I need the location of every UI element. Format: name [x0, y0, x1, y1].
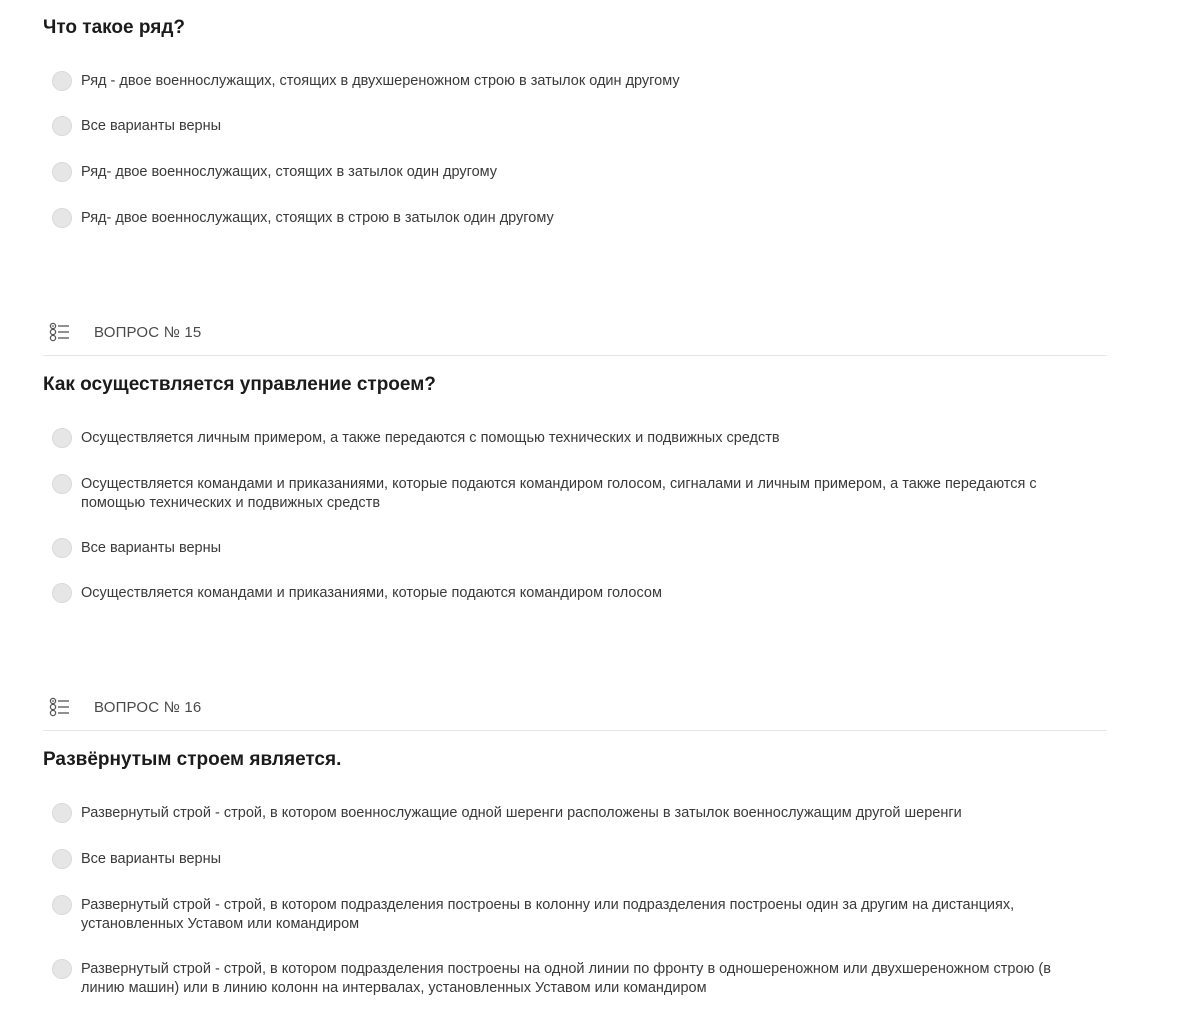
answer-option-label: Ряд - двое военнослужащих, стоящих в двухшереножном строю в затылок один другому	[81, 73, 680, 89]
radio-button[interactable]	[52, 428, 72, 448]
question-title: Как осуществляется управление строем?	[43, 374, 436, 395]
question-title: Что такое ряд?	[43, 17, 185, 38]
answer-option-label: Осуществляется личным примером, а также передаются с помощью технических и подвижных средств	[81, 430, 780, 446]
radio-button[interactable]	[52, 162, 72, 182]
radio-list-icon	[49, 322, 71, 342]
answer-option-label: Развернутый строй - строй, в котором военнослужащие одной шеренги расположены в затылок военнослужащим другой шеренги	[81, 805, 962, 821]
radio-button[interactable]	[52, 71, 72, 91]
radio-button[interactable]	[52, 803, 72, 823]
radio-button[interactable]	[52, 538, 72, 558]
question-header	[43, 312, 1107, 356]
radio-button[interactable]	[52, 849, 72, 869]
answer-option-label: Развернутый строй - строй, в котором подразделения построены на одной линии по фронту в одношереножном или двухшереножном строю (в линию машин) или в линию колонн на интервалах, установленных Уставом или командиром	[81, 961, 1051, 996]
answer-option-label: Осуществляется командами и приказаниями, которые подаются командиром голосом	[81, 585, 662, 601]
radio-button[interactable]	[52, 116, 72, 136]
question-number: ВОПРОС № 15	[94, 324, 202, 341]
answer-option-label: Все варианты верны	[81, 118, 222, 134]
radio-button[interactable]	[52, 583, 72, 603]
radio-button[interactable]	[52, 208, 72, 228]
question-header	[43, 687, 1107, 731]
answer-option-label: Все варианты верны	[81, 851, 222, 867]
answer-option-label: Осуществляется командами и приказаниями, которые подаются командиром голосом, сигналами и личным примером, а также передаются с помощью технических и подвижных средств	[81, 476, 1037, 511]
answer-option-label: Ряд- двое военнослужащих, стоящих в затылок один другому	[81, 164, 498, 180]
question-title: Развёрнутым строем является.	[43, 749, 342, 770]
answer-option-label: Ряд- двое военнослужащих, стоящих в строю в затылок один другому	[81, 210, 554, 226]
answer-option-label: Все варианты верны	[81, 540, 222, 556]
radio-button[interactable]	[52, 474, 72, 494]
radio-button[interactable]	[52, 959, 72, 979]
radio-button[interactable]	[52, 895, 72, 915]
radio-list-icon	[49, 697, 71, 717]
answer-option-label: Развернутый строй - строй, в котором подразделения построены в колонну или подразделения построены один за другим на дистанциях, установленных Уставом или командиром	[81, 897, 1015, 932]
question-number: ВОПРОС № 16	[94, 699, 202, 716]
